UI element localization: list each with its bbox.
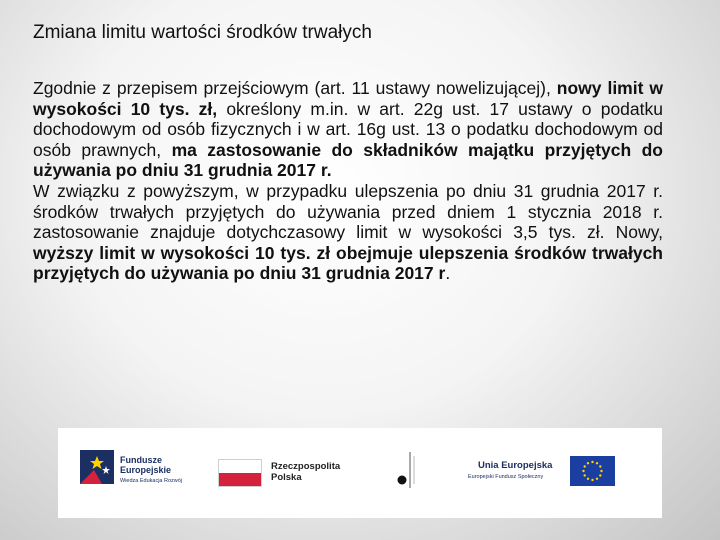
paragraph-2-text-a: W związku z powyższym, w przypadku ulepszenia po dniu 31 grudnia 2017 r. środków trwałych przyjętych do używania przed dniem 1 stycznia 2018 r. zastosowanie znajduje dotychczasowy limit w wysokości 3,5 tys. zł. Nowy,: [33, 180, 663, 243]
paragraph-2-text-b: .: [445, 263, 451, 284]
fundusze-program-name: Wiedza Edukacja Rozwój: [120, 478, 183, 484]
rp-line-1: Rzeczpospolita: [271, 461, 341, 472]
fundusze-line-2: Europejskie: [120, 465, 172, 475]
slide-title: Zmiana limitu wartości środków trwałych: [33, 22, 372, 43]
eu-star-icon: [599, 465, 601, 467]
institution-mark-icon: [394, 450, 418, 490]
paragraph-1-bold-a: nowy limit w wysokości 10 tys. zł,: [33, 78, 663, 119]
eu-star-icon: [584, 465, 586, 467]
fundusze-europejskie-name: [120, 455, 171, 475]
fundusze-europejskie-logo-icon: [80, 450, 114, 484]
eu-flag-icon: [570, 456, 615, 486]
eu-star-icon: [599, 474, 601, 476]
rp-line-2: Polska: [271, 472, 302, 483]
efs-name: Europejski Fundusz Społeczny: [468, 474, 544, 480]
funding-logos-strip: [58, 428, 662, 518]
eu-star-icon: [587, 462, 589, 464]
eu-star-icon: [600, 470, 602, 472]
eu-star-icon: [584, 474, 586, 476]
polish-flag-icon: [218, 459, 262, 487]
unia-europejska-name: Unia Europejska: [478, 460, 553, 471]
slide-body: [33, 78, 663, 284]
paragraph-1-text-a: Zgodnie z przepisem przejściowym (art. 11 ustawy nowelizującej),: [33, 78, 557, 98]
rzeczpospolita-polska-name: [271, 461, 340, 483]
paragraph-1-bold-b: ma zastosowanie do składników majątku przyjętych do używania po dniu 31 grudnia 2017 r.: [33, 139, 663, 181]
paragraph-1-text-b: określony m.in. w art. 22g ust. 17 ustawy o podatku dochodowym od osób fizycznych i w art. 16g ust. 13 o podatku dochodowym od osób prawnych,: [33, 98, 663, 160]
eu-star-icon: [582, 470, 584, 472]
eu-star-icon: [596, 478, 598, 480]
paragraph-2: [33, 181, 663, 284]
fundusze-line-1: Fundusze: [120, 455, 162, 465]
paragraph-1: [33, 78, 663, 181]
eu-star-icon: [596, 462, 598, 464]
eu-star-icon: [591, 479, 593, 481]
eu-star-icon: [587, 478, 589, 480]
eu-star-icon: [591, 461, 593, 463]
paragraph-2-bold-a: wyższy limit w wysokości 10 tys. zł obejmuje ulepszenia środków trwałych przyjętych do używania po dniu 31 grudnia 2017 r: [33, 242, 663, 284]
